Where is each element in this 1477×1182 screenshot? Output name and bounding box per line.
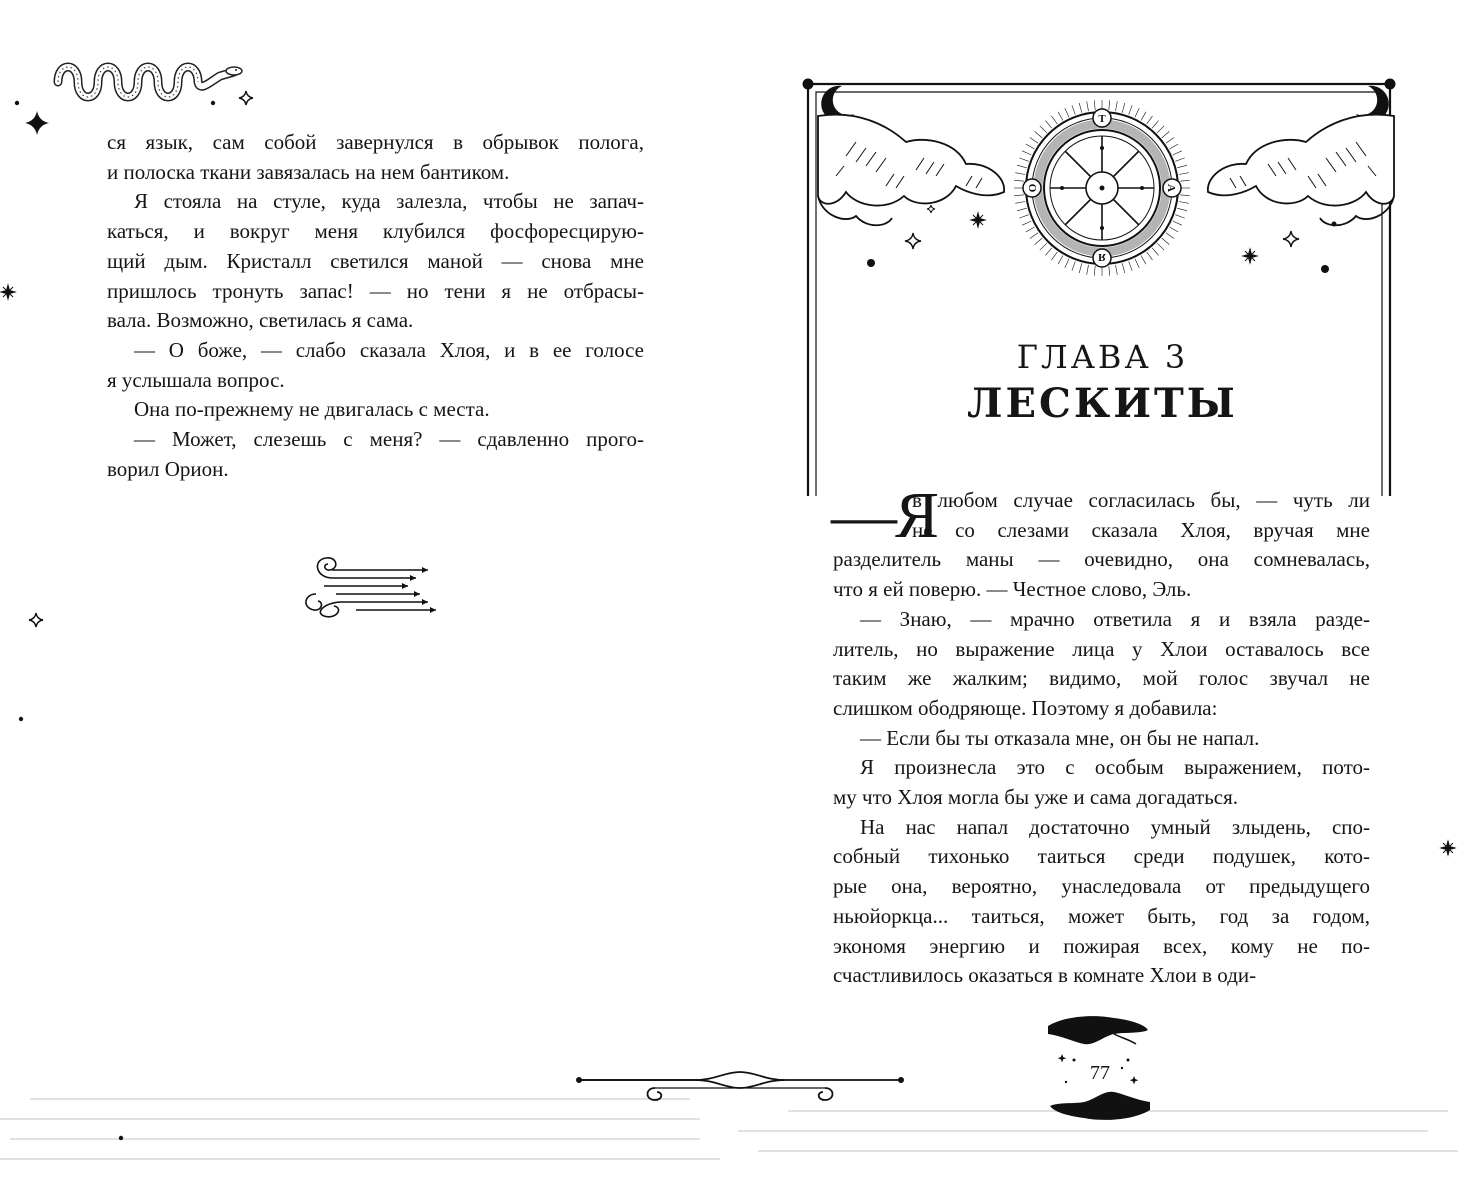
snake-ornament-icon bbox=[50, 52, 250, 112]
right-page-body bbox=[831, 479, 1370, 991]
sparkle-star-icon bbox=[28, 612, 44, 628]
paragraph bbox=[107, 395, 644, 425]
paragraph bbox=[107, 336, 644, 395]
text-line: пришлось тронуть запас! — но тени я не отбрасы- bbox=[107, 278, 644, 303]
wheel-letter-right: А bbox=[1165, 184, 1177, 192]
text-line: собный тихонько таиться среди подушек, кото- bbox=[833, 844, 1370, 869]
sparkle-star-icon bbox=[238, 90, 254, 106]
text-line: слишком ободряюще. Поэтому я добавила: bbox=[833, 695, 1218, 720]
dot-speck bbox=[210, 100, 216, 106]
text-line: На нас напал достаточно умный злыдень, спо- bbox=[860, 814, 1370, 839]
text-line: щий дым. Кристалл светился маной — снова мне bbox=[107, 248, 644, 273]
text-line: вала. Возможно, светилась я сама. bbox=[107, 308, 414, 333]
paper-grain bbox=[0, 1158, 720, 1160]
page-number: 77 bbox=[1090, 1062, 1110, 1084]
text-line: не со слезами сказала Хлоя, вручая мне bbox=[912, 517, 1370, 542]
text-line: — Может, слезешь с меня? — сдавленно прого- bbox=[134, 427, 644, 452]
paragraph bbox=[833, 724, 1370, 754]
dot-speck bbox=[866, 258, 876, 268]
paragraph bbox=[107, 128, 644, 187]
text-line: Она по-прежнему не двигалась с места. bbox=[134, 397, 490, 422]
dot-speck bbox=[1330, 220, 1338, 228]
paragraph bbox=[833, 753, 1370, 812]
left-page bbox=[0, 0, 738, 1182]
text-line: каться, и вокруг меня клубился фосфоресцирую- bbox=[107, 219, 644, 244]
dot-speck bbox=[118, 1135, 124, 1141]
paper-grain bbox=[0, 1118, 700, 1120]
text-line: — О боже, — слабо сказала Хлоя, и в ее голосе bbox=[134, 337, 644, 362]
paper-grain bbox=[738, 1130, 1428, 1132]
paragraph bbox=[833, 813, 1370, 991]
paper-grain bbox=[10, 1138, 700, 1140]
sparkle-star-icon bbox=[1440, 840, 1456, 856]
text-line: что я ей поверю. — Честное слово, Эль. bbox=[833, 577, 1192, 602]
text-line: разделитель маны — очевидно, она сомневалась, bbox=[833, 547, 1370, 572]
paragraph bbox=[107, 425, 644, 484]
text-line: — Если бы ты отказала мне, он бы не напал. bbox=[860, 725, 1260, 750]
sparkle-star-icon bbox=[0, 284, 16, 300]
text-line: ворил Орион. bbox=[107, 456, 229, 481]
chapter-number: ГЛАВА 3 bbox=[1016, 338, 1189, 376]
sparkle-star-icon bbox=[926, 204, 936, 214]
text-line: Я стояла на стуле, куда залезла, чтобы не запач- bbox=[134, 189, 644, 214]
text-line: в любом случае согласилась бы, — чуть ли bbox=[912, 488, 1370, 512]
dot-speck bbox=[1320, 264, 1330, 274]
text-line: ся язык, сам собой завернулся в обрывок полога, bbox=[107, 130, 644, 154]
text-line: экономя энергию и пожирая всех, кому не по- bbox=[833, 933, 1370, 958]
paragraph bbox=[833, 605, 1370, 724]
text-line: я услышала вопрос. bbox=[107, 367, 285, 392]
dot-speck bbox=[14, 100, 20, 106]
wheel-letter-top: Т bbox=[1098, 113, 1106, 125]
text-line: му что Хлоя могла бы уже и сама догадаться. bbox=[833, 785, 1239, 810]
text-line: ньюйоркца... таиться, может быть, год за годом, bbox=[833, 903, 1370, 928]
sparkle-star-icon bbox=[904, 232, 922, 250]
first-paragraph bbox=[831, 479, 1370, 605]
cloud-ornament-left bbox=[816, 96, 1016, 246]
text-line: таким же жалким; видимо, мой голос звучал не bbox=[833, 666, 1370, 691]
sparkle-star-icon bbox=[24, 110, 50, 136]
paper-grain bbox=[758, 1150, 1458, 1152]
text-line: Я произнесла это с особым выражением, пото- bbox=[860, 755, 1370, 780]
text-line: рые она, вероятно, унаследовала от предыдущего bbox=[833, 874, 1370, 899]
left-page-body bbox=[107, 128, 644, 484]
sparkle-star-icon bbox=[970, 212, 986, 228]
text-line: и полоска ткани завязалась на нем бантиком. bbox=[107, 159, 510, 184]
sparkle-star-icon bbox=[1282, 230, 1300, 248]
wheel-letter-left: О bbox=[1027, 183, 1039, 193]
sparkle-star-icon bbox=[1242, 248, 1258, 264]
mana-wheel-emblem-icon bbox=[1012, 98, 1192, 278]
text-line: литель, но выражение лица у Хлои оставалось все bbox=[833, 636, 1370, 661]
dot-speck bbox=[18, 716, 24, 722]
scroll-arrows-ornament-icon bbox=[296, 550, 436, 622]
cloud-ornament-right bbox=[1196, 96, 1396, 246]
text-line: счастливилось оказаться в комнате Хлои в оди- bbox=[833, 963, 1257, 988]
text-line: — Знаю, — мрачно ответила я и взяла разде- bbox=[860, 606, 1370, 631]
paragraph bbox=[107, 187, 644, 336]
drop-cap: —Я bbox=[831, 479, 938, 552]
chapter-title: ЛЕСКИТЫ bbox=[967, 380, 1238, 427]
wheel-letter-bottom: Я bbox=[1098, 251, 1106, 263]
